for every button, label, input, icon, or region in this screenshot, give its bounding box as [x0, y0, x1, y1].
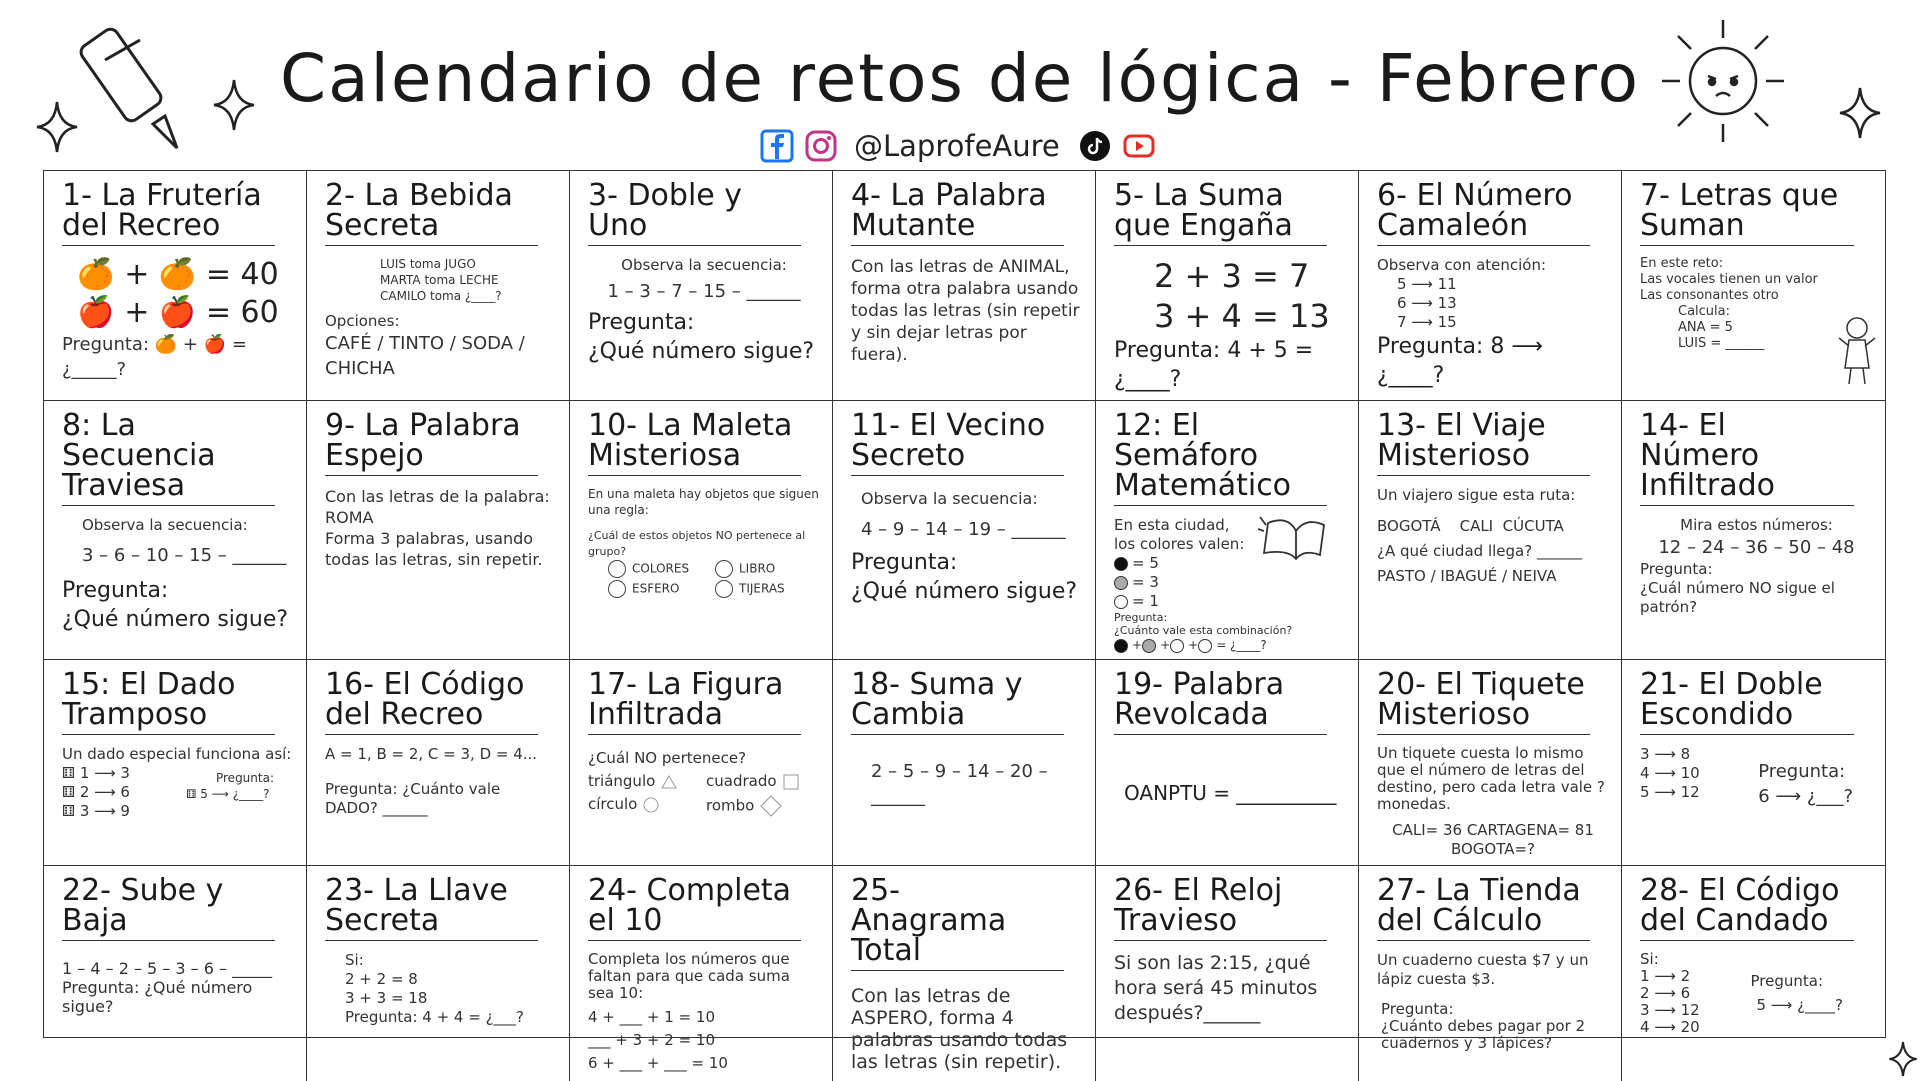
circle-icon — [643, 797, 659, 813]
day-cell-16 — [307, 660, 570, 866]
diamond-icon — [760, 795, 782, 817]
day-title: 28- El Código del Candado — [1640, 876, 1854, 941]
instruction: Observa la secuencia: — [621, 256, 787, 274]
sequence: 2 – 5 – 9 – 14 – 20 – — [871, 761, 1048, 782]
challenge-text: Con las letras de la palabra: ROMA Forma 3 palabras, usando todas las letras, sin repetir. — [325, 487, 550, 569]
youtube-icon[interactable] — [1122, 129, 1156, 163]
question: ¿Cuál NO pertenece? — [588, 749, 747, 767]
question-label: Pregunta: — [1640, 560, 1713, 578]
day-title: 22- Sube y Baja — [62, 876, 275, 941]
clue-list: LUIS toma JUGO MARTA toma LECHE CAMILO toma ¿____? — [380, 257, 502, 303]
option-esfero[interactable]: ESFERO — [608, 580, 713, 598]
day-title: 8: La Secuencia Traviesa — [62, 411, 275, 506]
sparkle-icon — [1888, 1040, 1918, 1078]
dice-icon: ⚅ — [62, 783, 76, 801]
day-title: 12: El Semáforo Matemático — [1114, 411, 1327, 506]
rules: En este reto: Las vocales tienen un valor Las consonantes otro — [1640, 256, 1818, 303]
orange-icon: 🍊 — [77, 257, 115, 292]
instruction: Un tiquete cuesta lo mismo que el número de letras del destino, pero cada letra vale ? monedas. — [1377, 744, 1605, 813]
equation: 3 + 4 = 13 — [1154, 297, 1330, 335]
calendar-grid — [43, 170, 1886, 1073]
social-handle[interactable]: @LaprofeAure — [854, 129, 1060, 163]
day-cell-22 — [44, 866, 307, 1081]
option-triangulo[interactable]: triángulo — [588, 772, 702, 791]
day-title: 9- La Palabra Espejo — [325, 411, 538, 476]
day-title: 2- La Bebida Secreta — [325, 181, 538, 246]
day-cell-8 — [44, 401, 307, 660]
question-label: Pregunta: — [62, 578, 169, 603]
day-title: 14- El Número Infiltrado — [1640, 411, 1854, 506]
day-title: 1- La Frutería del Recreo — [62, 181, 275, 246]
day-cell-23 — [307, 866, 570, 1081]
tiktok-icon[interactable] — [1078, 129, 1112, 163]
clues: Si: 2 + 2 = 8 3 + 3 = 18 Pregunta: 4 + 4 = ¿___? — [345, 951, 524, 1026]
day-title: 21- El Doble Escondido — [1640, 670, 1854, 735]
day-title: 26- El Reloj Travieso — [1114, 876, 1327, 941]
instruction: Observa con atención: — [1377, 256, 1547, 274]
color-values: = 5 = 3 = 1 — [1114, 554, 1346, 611]
instagram-icon[interactable] — [804, 129, 838, 163]
triangle-icon — [661, 775, 677, 789]
question: BOGOTA=? — [1450, 840, 1536, 858]
instruction: En esta ciudad, los colores valen: — [1114, 516, 1245, 553]
scrambled-word: OANPTU = __________ — [1124, 781, 1337, 805]
apple-icon: 🍎 — [77, 295, 115, 330]
day-cell-11 — [833, 401, 1096, 660]
orange-icon: 🍊 — [158, 257, 197, 292]
question-label: Pregunta: — [588, 310, 695, 335]
day-cell-5 — [1096, 171, 1359, 401]
instruction: Mira estos números: — [1680, 516, 1833, 534]
instruction: Observa la secuencia: — [861, 489, 1038, 508]
day-cell-12 — [1096, 401, 1359, 660]
rules: ⚅ 1 ⟶ 3 ⚅ 2 ⟶ 6 ⚅ 3 ⟶ 9 Pregunta: ⚅ 5 ⟶ ¿____? — [62, 764, 274, 820]
option-circulo[interactable]: círculo — [588, 795, 702, 817]
fruit-equation-1: 🍊 + 🍊 = 40 — [77, 257, 279, 292]
day-cell-18 — [833, 660, 1096, 866]
option-libro[interactable]: LIBRO — [715, 560, 820, 578]
question: Pregunta: 8 ⟶ ¿____? — [1377, 334, 1543, 388]
code-key: A = 1, B = 2, C = 3, D = 4... — [325, 745, 538, 763]
day-cell-20 — [1359, 660, 1622, 866]
instruction: Un dado especial funciona así: — [62, 745, 292, 763]
option-cuadrado[interactable]: cuadrado — [706, 772, 820, 791]
question-label: Pregunta: — [851, 550, 958, 575]
day-title: 6- El Número Camaleón — [1377, 181, 1590, 246]
challenge-text: Con las letras de ANIMAL, forma otra palabra usando todas las letras (sin repetir y sin dejar letras por fuera). — [851, 257, 1080, 365]
orange-icon: 🍊 — [154, 334, 178, 355]
instruction: En una maleta hay objetos que siguen una regla: — [588, 487, 819, 517]
gray-circle-icon — [1114, 576, 1128, 590]
day-title: 7- Letras que Suman — [1640, 181, 1854, 246]
page-title: Calendario de retos de lógica - Febrero — [279, 40, 1640, 117]
day-cell-2 — [307, 171, 570, 401]
day-cell-24 — [570, 866, 833, 1081]
black-circle-icon — [1114, 557, 1128, 571]
facebook-icon[interactable] — [760, 129, 794, 163]
equations: 4 + ___ + 1 = 10 ___ + 3 + 2 = 10 6 + ___ + ___ = 10 — [588, 1008, 728, 1072]
day-title: 16- El Código del Recreo — [325, 670, 538, 735]
day-title: 25- Anagrama Total — [851, 876, 1064, 971]
day-cell-14 — [1622, 401, 1885, 660]
rules: Si: 1 ⟶ 2 2 ⟶ 6 3 ⟶ 12 4 ⟶ 20 Pregunta: 5 ⟶ ¿____? — [1640, 950, 1843, 1036]
day-title: 27- La Tienda del Cálculo — [1377, 876, 1590, 941]
day-title: 24- Completa el 10 — [588, 876, 801, 941]
day-title: 4- La Palabra Mutante — [851, 181, 1064, 246]
instruction: Un cuaderno cuesta $7 y un lápiz cuesta $3. — [1377, 951, 1589, 988]
day-cell-21 — [1622, 660, 1885, 866]
challenge-text: Con las letras de ASPERO, forma 4 palabras usando todas las letras (sin repetir). — [851, 985, 1068, 1073]
day-cell-10 — [570, 401, 833, 660]
rules: 3 ⟶ 8 4 ⟶ 10 5 ⟶ 12 Pregunta: 6 ⟶ ¿___? — [1640, 745, 1853, 807]
option-rombo[interactable]: rombo — [706, 795, 820, 817]
dice-icon: ⚅ — [62, 802, 76, 820]
question: ¿Qué número sigue? — [851, 579, 1078, 604]
day-cell-9 — [307, 401, 570, 660]
dice-icon: ⚅ — [62, 764, 76, 782]
sequence: 1 – 4 – 2 – 5 – 3 – 6 – _____ — [62, 959, 273, 978]
day-title: 3- Doble y Uno — [588, 181, 801, 246]
question: Pregunta: ¿Qué número sigue? — [62, 978, 253, 1016]
answer-blank: ______ — [871, 786, 925, 807]
day-cell-1 — [44, 171, 307, 401]
calc: Calcula: ANA = 5 LUIS = ______ — [1678, 304, 1765, 351]
social-bar — [760, 124, 1156, 168]
option-tijeras[interactable]: TIJERAS — [715, 580, 820, 598]
book-icon — [1258, 511, 1328, 561]
instruction: Un viajero sigue esta ruta: — [1377, 486, 1576, 504]
day-title: 18- Suma y Cambia — [851, 670, 1064, 735]
day-title: 20- El Tiquete Misterioso — [1377, 670, 1590, 735]
options — [588, 560, 820, 598]
day-title: 10- La Maleta Misteriosa — [588, 411, 801, 476]
question: ¿Qué número sigue? — [62, 607, 289, 632]
sequence: 1 – 3 – 7 – 15 – ______ — [607, 281, 801, 302]
fruit-equation-2: 🍎 + 🍎 = 60 — [77, 295, 279, 330]
option-colores[interactable]: COLORES — [608, 560, 713, 578]
day-cell-4 — [833, 171, 1096, 401]
route: BOGOTÁ CALI CÚCUTA — [1377, 517, 1564, 535]
examples: CALI= 36 CARTAGENA= 81 — [1392, 821, 1594, 839]
day-cell-6 — [1359, 171, 1622, 401]
square-icon — [783, 774, 799, 790]
white-circle-icon — [1114, 595, 1128, 609]
number-list: 12 – 24 – 36 – 50 – 48 — [1658, 537, 1855, 558]
combination: + + + = ¿____? — [1114, 637, 1346, 653]
question: ¿A qué ciudad llega? ______ — [1377, 542, 1582, 560]
question: ¿Qué número sigue? — [588, 339, 815, 364]
day-title: 19- Palabra Revolcada — [1114, 670, 1327, 735]
day-title: 17- La Figura Infiltrada — [588, 670, 801, 735]
day-cell-13 — [1359, 401, 1622, 660]
challenge-text: Si son las 2:15, ¿qué hora será 45 minutos después?______ — [1114, 952, 1318, 1024]
options-label: Opciones: — [325, 312, 400, 330]
apple-icon: 🍎 — [203, 334, 227, 355]
day-cell-15 — [44, 660, 307, 866]
day-cell-25 — [833, 866, 1096, 1081]
apple-icon: 🍎 — [158, 295, 197, 330]
question: Pregunta: ¿Cuánto vale DADO? ______ — [325, 780, 501, 817]
equation: 2 + 3 = 7 — [1154, 257, 1310, 295]
day-cell-7 — [1622, 171, 1885, 401]
day-title: 11- El Vecino Secreto — [851, 411, 1064, 476]
day-cell-3 — [570, 171, 833, 401]
rule-list: 5 ⟶ 11 6 ⟶ 13 7 ⟶ 15 — [1397, 275, 1457, 331]
question: Pregunta: 4 + 5 = ¿____? — [1114, 338, 1314, 392]
options: PASTO / IBAGUÉ / NEIVA — [1377, 567, 1557, 585]
dice-icon: ⚅ — [185, 787, 197, 801]
day-title: 23- La Llave Secreta — [325, 876, 538, 941]
day-cell-19 — [1096, 660, 1359, 866]
instruction: Completa los números que faltan para que cada suma sea 10: — [588, 950, 790, 1002]
question: Pregunta: 🍊 + 🍎 = ¿_____? — [62, 334, 247, 380]
sequence: 4 – 9 – 14 – 19 – ______ — [861, 519, 1066, 540]
day-title: 5- La Suma que Engaña — [1114, 181, 1327, 246]
options: CAFÉ / TINTO / SODA / CHICHA — [325, 333, 525, 379]
girl-illustration-icon — [1837, 312, 1877, 386]
day-cell-27 — [1359, 866, 1622, 1081]
question: Pregunta: ¿Cuánto vale esta combinación? — [1114, 611, 1293, 637]
day-cell-28 — [1622, 866, 1885, 1081]
instruction: Observa la secuencia: — [82, 516, 248, 534]
day-title: 13- El Viaje Misterioso — [1377, 411, 1590, 476]
sequence: 3 – 6 – 10 – 15 – ______ — [82, 545, 287, 566]
question: ¿Cuál de estos objetos NO pertenece al grupo? — [588, 529, 806, 558]
day-title: 15: El Dado Tramposo — [62, 670, 275, 735]
question: Pregunta: ¿Cuánto debes pagar por 2 cuadernos y 3 lápices? — [1381, 1000, 1586, 1052]
day-cell-26 — [1096, 866, 1359, 1081]
shape-options — [588, 772, 820, 817]
question: ¿Cuál número NO sigue el patrón? — [1640, 579, 1835, 616]
day-cell-17 — [570, 660, 833, 866]
